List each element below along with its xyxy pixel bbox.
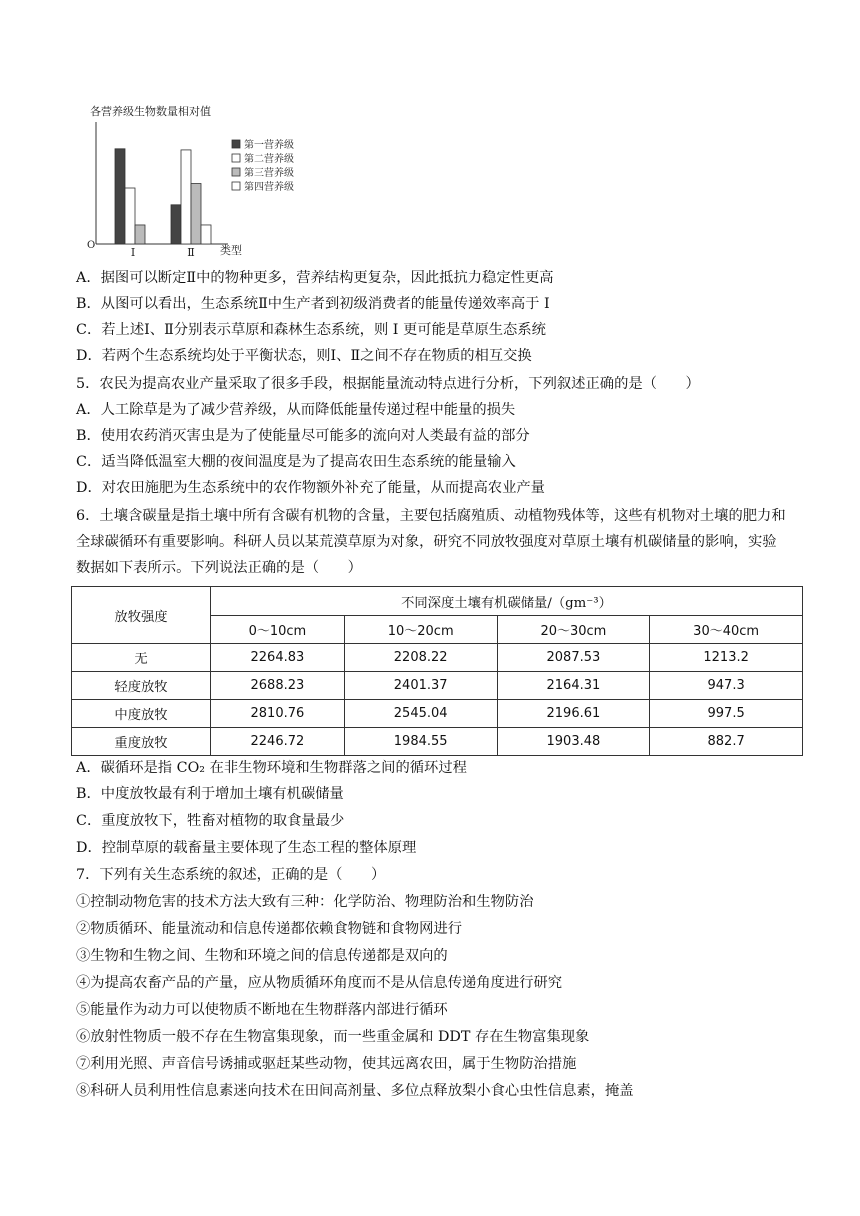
table-cell: 1903.48 xyxy=(497,728,650,756)
q4-option-b: B．从图可以看出，生态系统Ⅱ中生产者到初级消费者的能量传递效率高于 I xyxy=(76,296,550,312)
q7-item-6: ⑥放射性物质一般不存在生物富集现象，而一些重金属和 DDT 存在生物富集现象 xyxy=(76,1029,590,1045)
row-label: 轻度放牧 xyxy=(72,672,211,700)
legend xyxy=(232,138,294,193)
column-header: 10～20cm xyxy=(344,616,497,644)
table-row-header: 放牧强度 xyxy=(72,587,211,644)
bar-1-series-1 xyxy=(115,149,125,244)
table-row xyxy=(72,672,803,700)
q5-option-c: C．适当降低温室大棚的夜间温度是为了提高农田生态系统的能量输入 xyxy=(76,454,516,470)
q7-item-4: ④为提高农畜产品的产量，应从物质循环角度而不是从信息传递角度进行研究 xyxy=(76,975,563,991)
table-cell: 2545.04 xyxy=(344,700,497,728)
chart-x-label: 类型 xyxy=(220,244,242,257)
q6-option-a: A．碳循环是指 CO₂ 在非生物环境和生物群落之间的循环过程 xyxy=(76,760,467,776)
table-group-header: 不同深度土壤有机碳储量/（gm⁻³） xyxy=(211,587,803,616)
row-label: 中度放牧 xyxy=(72,700,211,728)
legend-swatch-2 xyxy=(232,154,240,162)
row-label: 无 xyxy=(72,644,211,672)
x-tick-label-2: Ⅱ xyxy=(187,246,195,259)
q7-item-8: ⑧科研人员利用性信息素迷向技术在田间高剂量、多位点释放梨小食心虫性信息素，掩盖 xyxy=(76,1083,634,1099)
table-cell: 1213.2 xyxy=(650,644,803,672)
table-cell: 2196.61 xyxy=(497,700,650,728)
q7-item-3: ③生物和生物之间、生物和环境之间的信息传递都是双向的 xyxy=(76,948,448,964)
legend-label-4: 第四营养级 xyxy=(244,182,294,193)
q7-item-1: ①控制动物危害的技术方法大致有三种：化学防治、物理防治和生物防治 xyxy=(76,894,534,910)
column-header: 30～40cm xyxy=(650,616,803,644)
table-cell: 2688.23 xyxy=(211,672,345,700)
q4-option-c: C．若上述Ⅰ、Ⅱ分别表示草原和森林生态系统，则 I 更可能是草原生态系统 xyxy=(76,322,546,338)
table-cell: 2164.31 xyxy=(497,672,650,700)
q7-item-2: ②物质循环、能量流动和信息传递都依赖食物链和食物网进行 xyxy=(76,921,463,937)
column-header: 0～10cm xyxy=(211,616,345,644)
q5-option-d: D．对农田施肥为生态系统中的农作物额外补充了能量，从而提高农业产量 xyxy=(76,480,545,496)
q6-stem: 6．土壤含碳量是指土壤中所有含碳有机物的含量，主要包括腐殖质、动植物残体等，这些有机物对土壤的肥力和全球碳循环有重要影响。科研人员以某荒漠草原为对象，研究不同放牧强度对草原土壤有机碳储量的影响，实验数据如下表所示。下列说法正确的是（ ） xyxy=(76,508,786,576)
table-cell: 2208.22 xyxy=(344,644,497,672)
q5-option-a: A．人工除草是为了减少营养级，从而降低能量传递过程中能量的损失 xyxy=(76,402,516,418)
q6-option-b: B．中度放牧最有利于增加土壤有机碳储量 xyxy=(76,786,344,802)
bar-2-series-4 xyxy=(201,225,211,244)
legend-label-1: 第一营养级 xyxy=(244,140,294,151)
legend-swatch-1 xyxy=(232,140,240,148)
table-row xyxy=(72,644,803,672)
q6-option-d: D．控制草原的载畜量主要体现了生态工程的整体原理 xyxy=(76,840,417,856)
legend-label-3: 第三营养级 xyxy=(244,168,294,179)
column-header: 20～30cm xyxy=(497,616,650,644)
legend-label-2: 第二营养级 xyxy=(244,154,294,165)
table-cell: 997.5 xyxy=(650,700,803,728)
table-row xyxy=(72,700,803,728)
q5-stem: 5．农民为提高农业产量采取了很多手段，根据能量流动特点进行分析，下列叙述正确的是（ ） xyxy=(76,376,700,392)
table-cell: 2401.37 xyxy=(344,672,497,700)
q6-option-c: C．重度放牧下，牲畜对植物的取食量最少 xyxy=(76,813,345,829)
legend-swatch-4 xyxy=(232,182,240,190)
table-cell: 947.3 xyxy=(650,672,803,700)
table-cell: 2087.53 xyxy=(497,644,650,672)
bar-2-series-2 xyxy=(181,150,191,244)
table-cell: 1984.55 xyxy=(344,728,497,756)
legend-swatch-3 xyxy=(232,168,240,176)
table-cell: 882.7 xyxy=(650,728,803,756)
bar-1-series-2 xyxy=(125,188,135,244)
q7-stem: 7．下列有关生态系统的叙述，正确的是（ ） xyxy=(76,867,386,883)
table-cell: 2246.72 xyxy=(211,728,345,756)
x-tick-label-1: Ⅰ xyxy=(130,246,136,259)
trophic-level-bar-chart xyxy=(82,102,294,260)
q5-option-b: B．使用农药消灭害虫是为了使能量尽可能多的流向对人类最有益的部分 xyxy=(76,428,530,444)
q4-option-d: D．若两个生态系统均处于平衡状态，则Ⅰ、Ⅱ之间不存在物质的相互交换 xyxy=(76,348,532,364)
table-row xyxy=(72,728,803,756)
table-cell: 2264.83 xyxy=(211,644,345,672)
chart-origin: O xyxy=(87,240,96,251)
bar-2-series-3 xyxy=(191,184,201,244)
q4-option-a: A．据图可以断定Ⅱ中的物种更多，营养结构更复杂，因此抵抗力稳定性更高 xyxy=(76,270,554,286)
bar-2-series-1 xyxy=(171,205,181,244)
soil-carbon-table xyxy=(71,586,803,756)
q7-item-7: ⑦利用光照、声音信号诱捕或驱赶某些动物，使其远离农田，属于生物防治措施 xyxy=(76,1056,577,1072)
bars-group xyxy=(115,149,211,244)
row-label: 重度放牧 xyxy=(72,728,211,756)
chart-y-label: 各营养级生物数量相对值 xyxy=(90,105,211,118)
bar-1-series-3 xyxy=(135,225,145,244)
q7-item-5: ⑤能量作为动力可以使物质不断地在生物群落内部进行循环 xyxy=(76,1002,448,1018)
table-cell: 2810.76 xyxy=(211,700,345,728)
